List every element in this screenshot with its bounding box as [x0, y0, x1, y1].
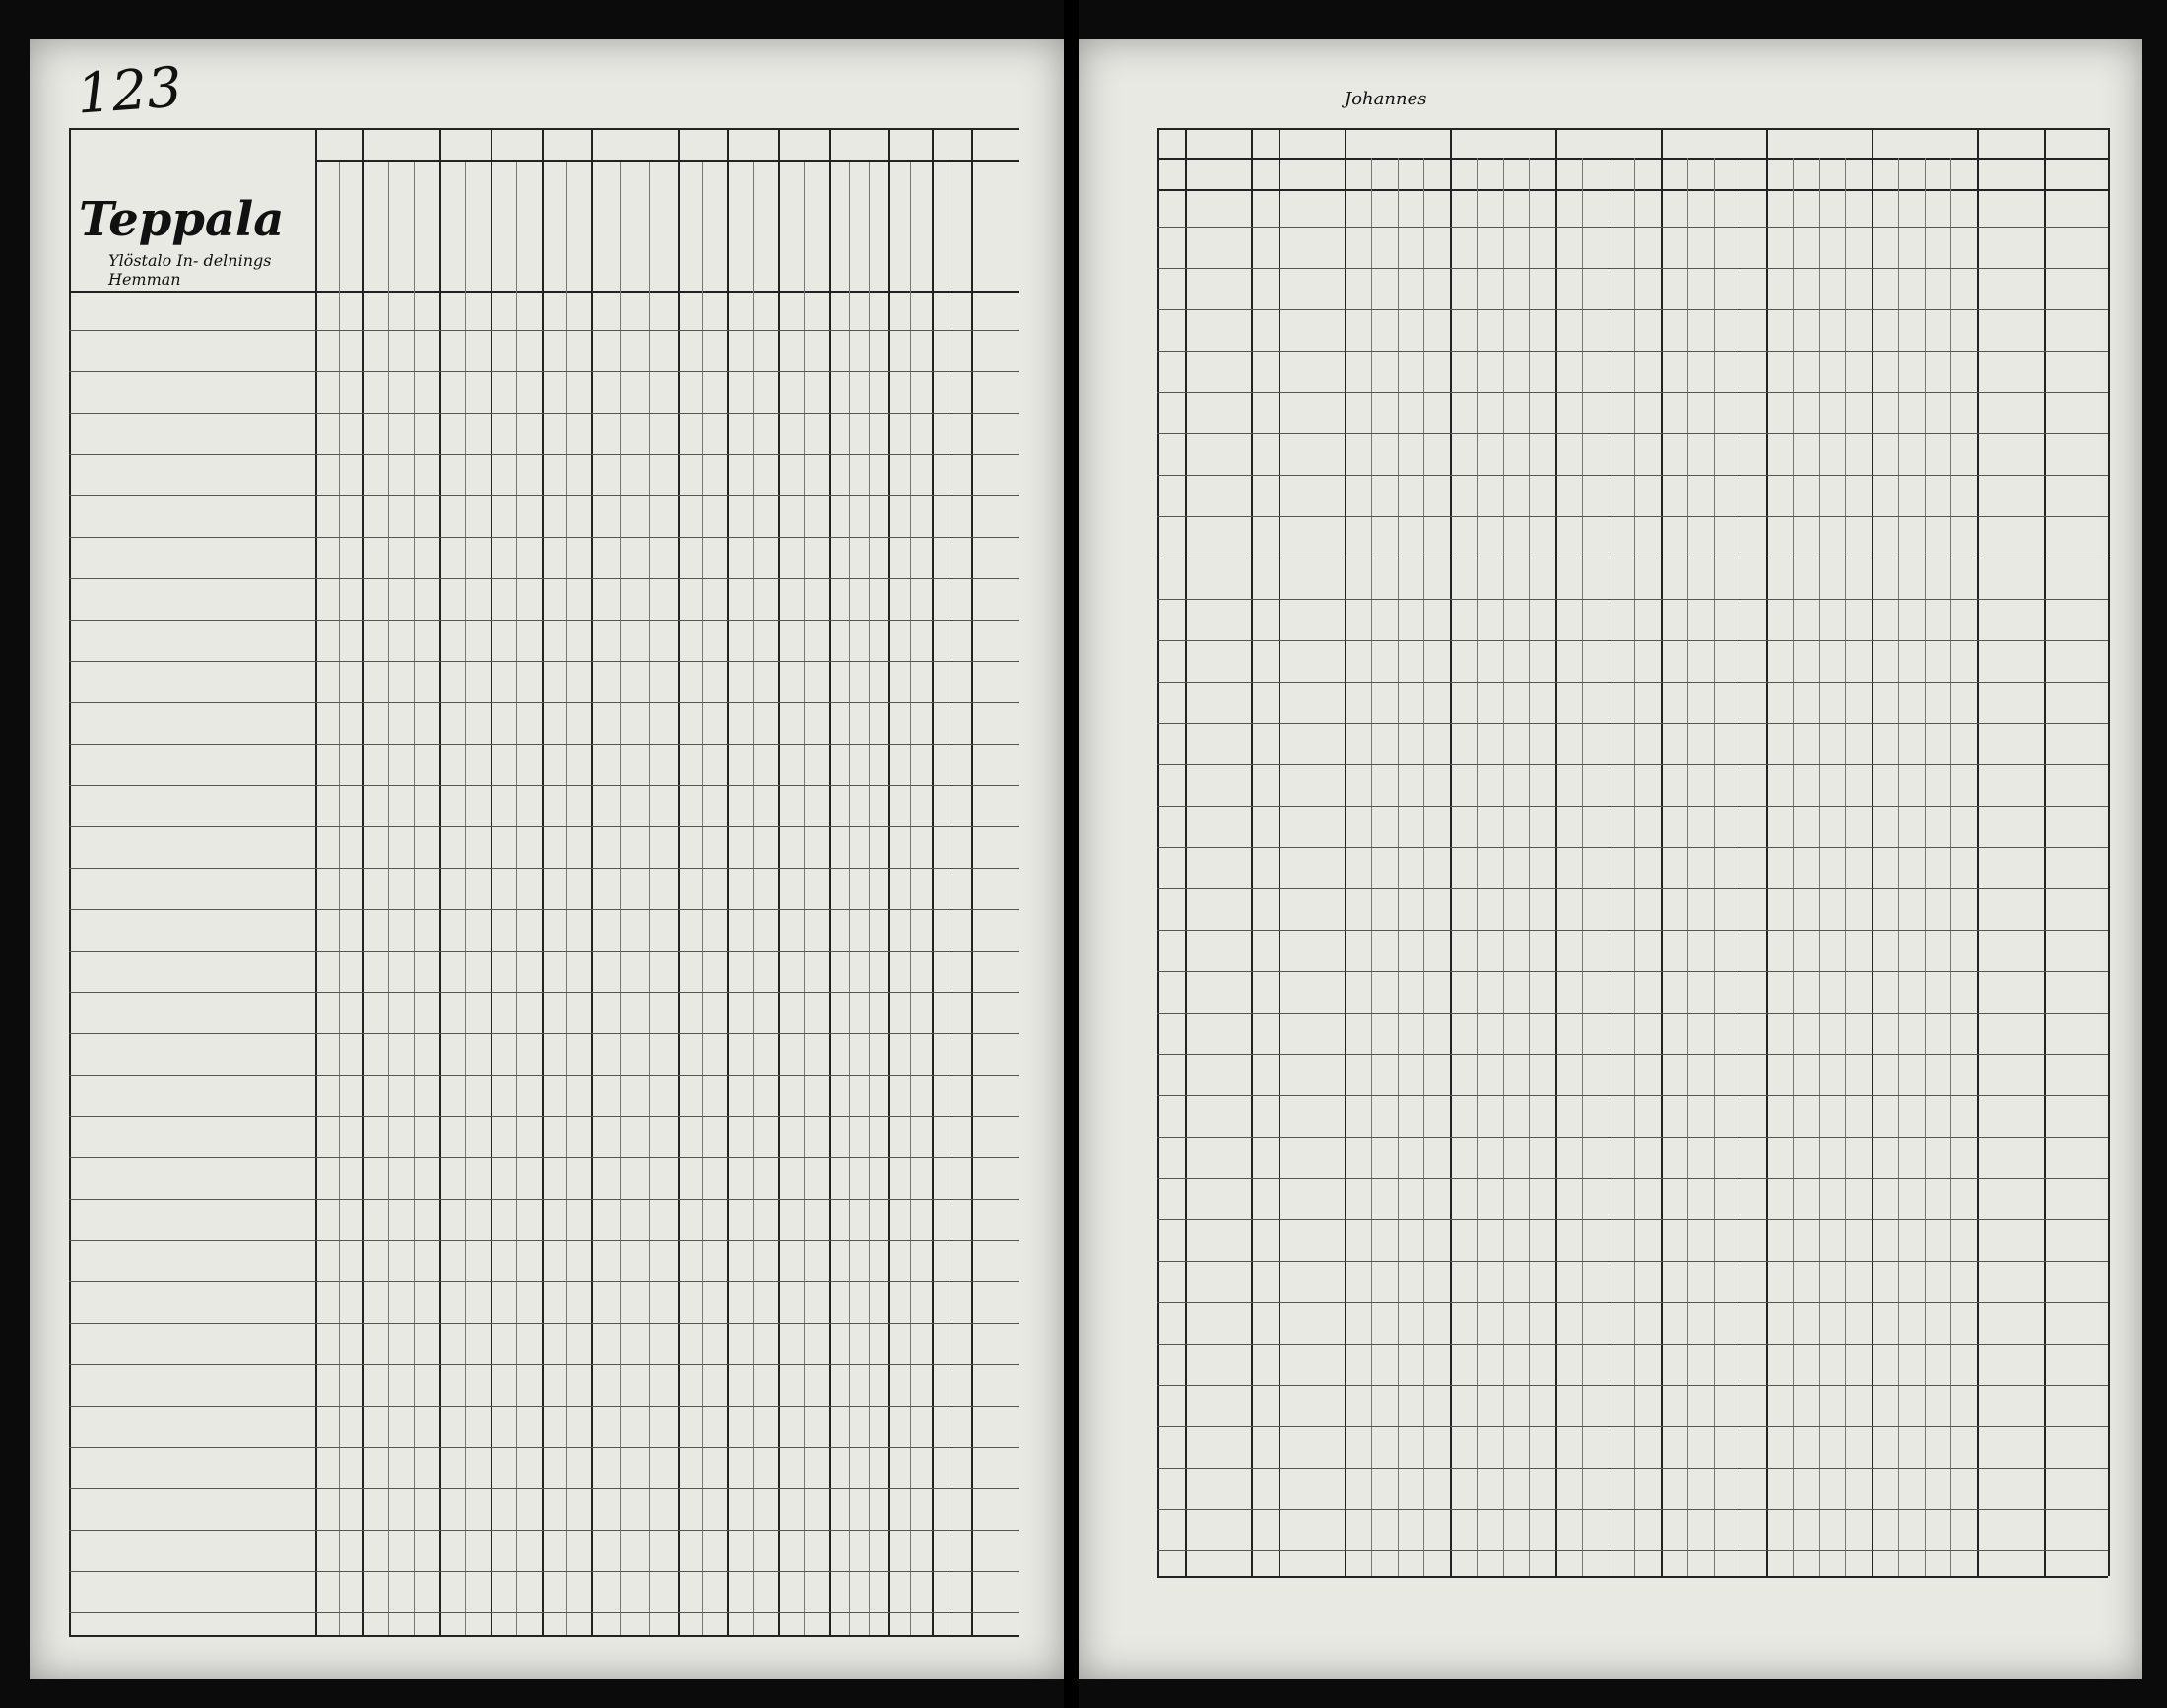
column-rule	[932, 128, 934, 1635]
row-rule	[1157, 971, 2108, 972]
left-page	[30, 39, 1064, 1679]
row-rule	[69, 1157, 1019, 1158]
row-rule	[69, 495, 1019, 496]
row-rule	[69, 785, 1019, 786]
column-rule	[1251, 128, 1253, 1576]
year-sub-rule	[1634, 158, 1635, 1576]
row-rule	[1157, 227, 2108, 228]
row-rule	[1157, 1137, 2108, 1138]
column-rule	[491, 128, 492, 1635]
row-rule	[69, 1281, 1019, 1282]
row-rule	[69, 1612, 1019, 1613]
sub-column-rule	[620, 162, 621, 1635]
row-rule	[69, 537, 1019, 538]
row-rule	[69, 909, 1019, 910]
row-rule	[1157, 847, 2108, 848]
row-rule	[69, 744, 1019, 745]
sub-column-rule	[339, 162, 340, 1635]
column-rule	[2108, 128, 2110, 1576]
table-bottom-rule	[1157, 1576, 2108, 1578]
row-rule	[1157, 1509, 2108, 1510]
row-rule	[69, 1530, 1019, 1531]
row-rule	[69, 454, 1019, 455]
row-rule	[1157, 1550, 2108, 1551]
row-rule	[69, 1033, 1019, 1034]
top-note: Johannes	[1345, 89, 1427, 109]
book-spine	[1064, 0, 1079, 1708]
row-rule	[69, 1488, 1019, 1489]
year-sub-rule	[1898, 158, 1899, 1576]
column-rule	[1279, 128, 1280, 1576]
sub-column-rule	[753, 162, 754, 1635]
page-number: 123	[74, 55, 185, 127]
row-rule	[1157, 1095, 2108, 1096]
year-sub-rule	[1793, 158, 1794, 1576]
year-rule	[1450, 128, 1452, 1576]
column-rule	[315, 128, 317, 1635]
row-rule	[69, 1364, 1019, 1365]
year-rule	[1872, 128, 1873, 1576]
year-rule	[1661, 128, 1663, 1576]
column-rule	[1185, 128, 1187, 1576]
row-rule	[1157, 888, 2108, 889]
sub-column-rule	[849, 162, 850, 1635]
row-rule	[1157, 309, 2108, 310]
row-rule	[69, 1406, 1019, 1407]
column-rule	[829, 128, 831, 1635]
row-rule	[1157, 1261, 2108, 1262]
row-rule	[69, 992, 1019, 993]
row-rule	[1157, 1302, 2108, 1303]
row-rule	[69, 951, 1019, 952]
row-rule	[1157, 930, 2108, 931]
sub-column-rule	[566, 162, 567, 1635]
year-sub-rule	[1371, 158, 1372, 1576]
column-rule	[542, 128, 544, 1635]
year-sub-rule	[1423, 158, 1424, 1576]
place-note: Ylöstalo In- delnings Hemman	[108, 251, 272, 289]
row-rule	[1157, 1054, 2108, 1055]
row-rule	[1157, 1219, 2108, 1220]
year-rule	[1345, 128, 1346, 1576]
year-sub-rule	[1503, 158, 1504, 1576]
row-rule	[69, 578, 1019, 579]
year-sub-rule	[1529, 158, 1530, 1576]
row-rule	[69, 1323, 1019, 1324]
year-sub-rule	[1687, 158, 1688, 1576]
column-rule	[362, 128, 364, 1635]
column-rule	[439, 128, 441, 1635]
row-rule	[69, 868, 1019, 869]
row-rule	[1157, 351, 2108, 352]
sub-column-rule	[649, 162, 650, 1635]
row-rule	[1157, 1178, 2108, 1179]
row-rule	[69, 702, 1019, 703]
year-sub-rule	[1714, 158, 1715, 1576]
row-rule	[1157, 475, 2108, 476]
header-rule	[1157, 158, 2108, 160]
row-rule	[69, 1447, 1019, 1448]
column-rule	[2044, 128, 2046, 1576]
table-left-rule	[69, 128, 71, 1635]
column-rule	[971, 128, 973, 1635]
row-rule	[69, 826, 1019, 827]
sub-column-rule	[910, 162, 911, 1635]
column-rule	[778, 128, 780, 1635]
row-rule	[1157, 1468, 2108, 1469]
year-sub-rule	[1845, 158, 1846, 1576]
column-rule	[1157, 128, 1159, 1576]
row-rule	[1157, 806, 2108, 807]
column-rule	[1977, 128, 1979, 1576]
year-sub-rule	[1925, 158, 1926, 1576]
row-rule	[69, 330, 1019, 331]
sub-column-rule	[869, 162, 870, 1635]
right-page	[1079, 39, 2142, 1679]
year-sub-rule	[1950, 158, 1951, 1576]
row-rule	[1157, 1013, 2108, 1014]
row-rule	[69, 1240, 1019, 1241]
year-sub-rule	[1398, 158, 1399, 1576]
column-rule	[678, 128, 680, 1635]
column-rule	[888, 128, 890, 1635]
sub-column-rule	[702, 162, 703, 1635]
header-rule	[315, 160, 1019, 162]
row-rule	[1157, 1385, 2108, 1386]
row-rule	[69, 620, 1019, 621]
header-bottom-rule	[69, 291, 1019, 293]
sub-column-rule	[804, 162, 805, 1635]
table-top-rule	[1157, 128, 2108, 130]
year-sub-rule	[1582, 158, 1583, 1576]
sub-column-rule	[465, 162, 466, 1635]
row-rule	[1157, 1426, 2108, 1427]
row-rule	[69, 1116, 1019, 1117]
row-rule	[69, 1075, 1019, 1076]
row-rule	[1157, 682, 2108, 683]
table-top-rule	[69, 128, 1019, 130]
sub-column-rule	[516, 162, 517, 1635]
year-sub-rule	[1477, 158, 1478, 1576]
sub-column-rule	[388, 162, 389, 1635]
sub-column-rule	[414, 162, 415, 1635]
row-rule	[1157, 516, 2108, 517]
place-name: Teppala	[79, 192, 285, 247]
column-rule	[727, 128, 729, 1635]
year-rule	[1555, 128, 1557, 1576]
row-rule	[69, 1199, 1019, 1200]
row-rule	[1157, 268, 2108, 269]
row-rule	[1157, 599, 2108, 600]
column-rule	[591, 128, 593, 1635]
row-rule	[69, 1571, 1019, 1572]
row-rule	[1157, 640, 2108, 641]
row-rule	[69, 371, 1019, 372]
header-bottom-rule	[1157, 189, 2108, 191]
row-rule	[69, 413, 1019, 414]
table-bottom-rule	[69, 1635, 1019, 1637]
row-rule	[1157, 392, 2108, 393]
row-rule	[1157, 433, 2108, 434]
row-rule	[1157, 764, 2108, 765]
year-sub-rule	[1819, 158, 1820, 1576]
row-rule	[1157, 723, 2108, 724]
row-rule	[1157, 1344, 2108, 1345]
year-rule	[1766, 128, 1768, 1576]
row-rule	[69, 661, 1019, 662]
